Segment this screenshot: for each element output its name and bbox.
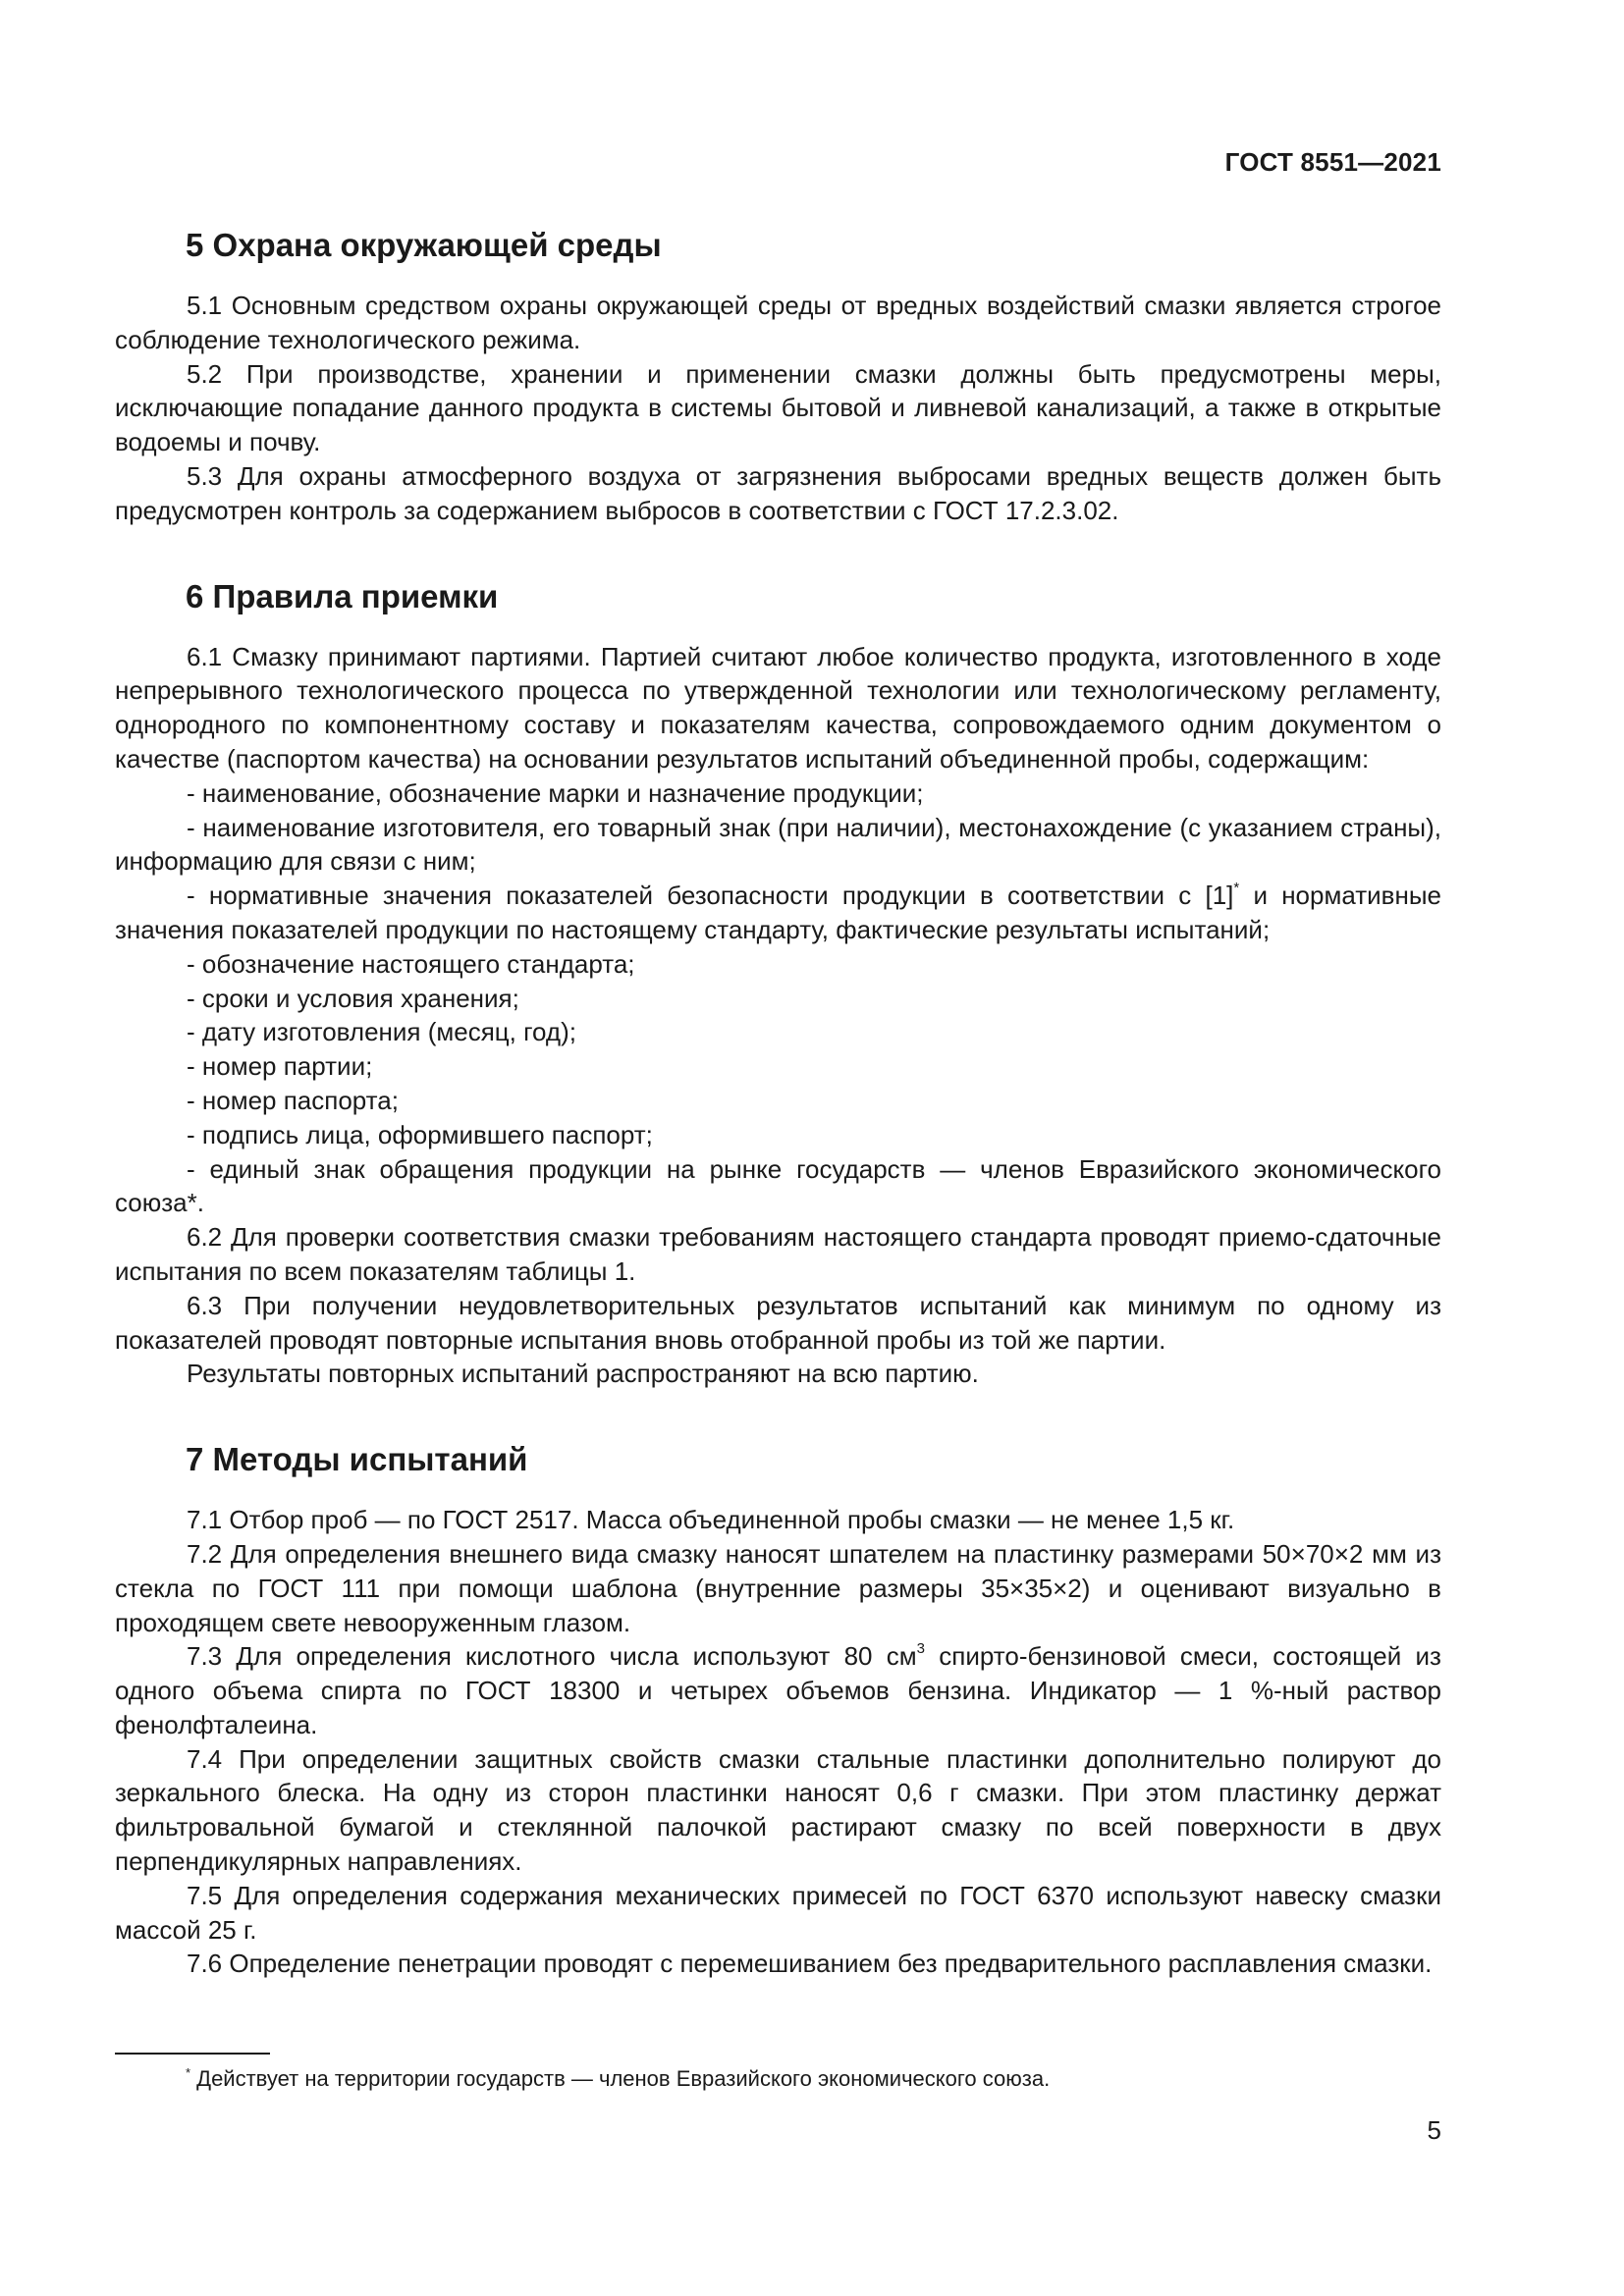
section-7-body bbox=[115, 1503, 1441, 1981]
page-number: 5 bbox=[1427, 2115, 1441, 2145]
list-item: - обозначение настоящего стандарта; bbox=[187, 948, 635, 979]
list-item-text: и нормативные значения показателей продукции по настоящему стандарту, фактические результаты испытаний; bbox=[115, 881, 1441, 944]
clause-5-2: 5.2 При производстве, хранении и применении смазки должны быть предусмотрены меры, исключающие попадание данного продукта в системы бытовой и ливневой канализаций, а также в открытые водоемы и почву. bbox=[115, 358, 1441, 457]
clause-5-3: 5.3 Для охраны атмосферного воздуха от загрязнения выбросами вредных веществ должен быть предусмотрен контроль за содержанием выбросов в соответствии с ГОСТ 17.2.3.02. bbox=[115, 460, 1441, 525]
section-5-heading: 5 Охрана окружающей среды bbox=[186, 227, 662, 263]
section-6-body bbox=[115, 640, 1441, 1392]
superscript: 3 bbox=[916, 1640, 925, 1658]
clause-7-4: 7.4 При определении защитных свойств смазки стальные пластинки дополнительно полируют до зеркального блеска. На одну из сторон пластинки наносят 0,6 г смазки. При этом пластинку держат фильтровальной бумагой и стеклянной палочкой растирают смазку по всей поверхности в двух перпендикулярных направлениях. bbox=[115, 1743, 1441, 1877]
clause-text: спирто-бензиновой смеси, состоящей из одного объема спирта по ГОСТ 18300 и четырех объемов бензина. Индикатор — 1 %-ный раствор фенолфталеина. bbox=[115, 1641, 1441, 1739]
document-code: ГОСТ 8551—2021 bbox=[1224, 147, 1441, 177]
clause-6-3: 6.3 При получении неудовлетворительных результатов испытаний как минимум по одному из показателей проводят повторные испытания вновь отобранной пробы из той же партии. bbox=[115, 1290, 1441, 1355]
list-item: - номер партии; bbox=[187, 1051, 373, 1082]
list-item: - номер паспорта; bbox=[187, 1085, 399, 1115]
clause-7-5: 7.5 Для определения содержания механических примесей по ГОСТ 6370 используют навеску смазки массой 25 г. bbox=[115, 1880, 1441, 1945]
section-5-body bbox=[115, 289, 1441, 528]
section-6-heading: 6 Правила приемки bbox=[186, 577, 499, 614]
footnote bbox=[186, 2064, 1050, 2094]
clause-6-1: 6.1 Смазку принимают партиями. Партией считают любое количество продукта, изготовленного в ходе непрерывного технологического процесса по утвержденной технологии или технологическому регламенту, однородного по компонентному составу и показателям качества, сопровождаемого одним документом о качестве (паспортом качества) на основании результатов испытаний объединенной пробы, содержащим: bbox=[115, 641, 1441, 774]
footnote-mark: * bbox=[186, 2065, 191, 2080]
list-item: - единый знак обращения продукции на рынке государств — членов Евразийского экономического союза*. bbox=[115, 1153, 1441, 1218]
clause-6-2: 6.2 Для проверки соответствия смазки требованиям настоящего стандарта проводят приемо-сдаточные испытания по всем показателям таблицы 1. bbox=[115, 1222, 1441, 1286]
clause-7-6: 7.6 Определение пенетрации проводят с перемешиванием без предварительного расплавления смазки. bbox=[187, 1949, 1433, 1979]
list-item: - подпись лица, оформившего паспорт; bbox=[187, 1119, 653, 1149]
list-item: - дату изготовления (месяц, год); bbox=[187, 1017, 576, 1047]
clause-5-1: 5.1 Основным средством охраны окружающей среды от вредных воздействий смазки является строгое соблюдение технологического режима. bbox=[115, 291, 1441, 354]
clause-6-3-note: Результаты повторных испытаний распространяют на всю партию. bbox=[187, 1359, 979, 1389]
clause-7-3 bbox=[115, 1639, 1441, 1741]
list-item-text: - нормативные значения показателей безопасности продукции в соответствии с [1] bbox=[187, 881, 1234, 911]
clause-7-2: 7.2 Для определения внешнего вида смазку наносят шпателем на пластинку размерами 50×70×2 мм из стекла по ГОСТ 111 при помощи шаблона (внутренние размеры 35×35×2) и оценивают визуально в проходящем свете невооруженным глазом. bbox=[115, 1538, 1441, 1637]
footnote-text: Действует на территории государств — членов Евразийского экономического союза. bbox=[190, 2066, 1051, 2091]
document-body bbox=[115, 224, 1441, 1981]
list-item: - наименование изготовителя, его товарный знак (при наличии), местонахождение (с указанием страны), информацию для связи с ним; bbox=[115, 812, 1441, 877]
list-item: - сроки и условия хранения; bbox=[187, 983, 519, 1013]
clause-7-1: 7.1 Отбор проб — по ГОСТ 2517. Масса объединенной пробы смазки — не менее 1,5 кг. bbox=[187, 1505, 1235, 1535]
section-7-heading: 7 Методы испытаний bbox=[186, 1441, 528, 1478]
list-item: - наименование, обозначение марки и назначение продукции; bbox=[187, 777, 924, 808]
footnote-reference: * bbox=[1233, 880, 1240, 897]
footnote-divider bbox=[115, 2053, 270, 2055]
clause-text: 7.3 Для определения кислотного числа используют 80 см bbox=[187, 1641, 917, 1672]
list-item bbox=[115, 879, 1441, 947]
